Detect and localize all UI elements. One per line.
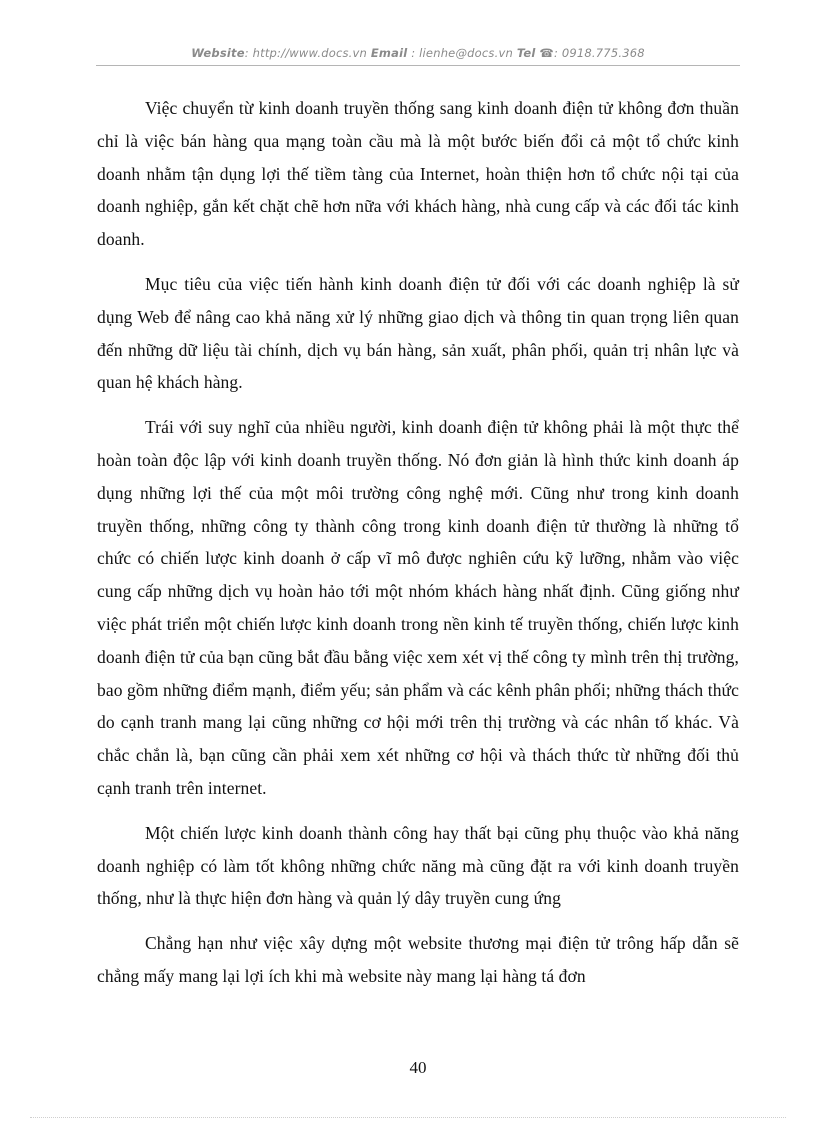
page-number: 40 [409, 1058, 427, 1077]
paragraph-4: Một chiến lược kinh doanh thành công hay thất bại cũng phụ thuộc vào khả năng doanh nghiệp có làm tốt không những chức năng mà cũng đặt ra với kinh doanh truyền thống, như là thực hiện đơn hàng và quản lý dây truyền cung ứng [97, 822, 739, 909]
paragraph-1: Việc chuyển từ kinh doanh truyền thống sang kinh doanh điện tử không đơn thuần chỉ là việc bán hàng qua mạng toàn cầu mà là một bước biến đổi cả một tổ chức kinh doanh nhằm tận dụng lợi thế tiềm tàng của Internet, hoàn thiện hơn tổ chức nội tại của doanh nghiệp, gắn kết chặt chẽ hơn nữa với khách hàng, nhà cung cấp và các đối tác kinh doanh. [97, 98, 739, 250]
paragraph-3: Trái với suy nghĩ của nhiều người, kinh doanh điện tử không phải là một thực thể hoàn toàn độc lập với kinh doanh truyền thống. Nó đơn giản là hình thức kinh doanh áp dụng những lợi thế của một môi trường công nghệ mới. Cũng như trong kinh doanh truyền thống, những công ty thành công trong kinh doanh điện tử thường là những tổ chức có chiến lược kinh doanh ở cấp vĩ mô được nghiên cứu kỹ lưỡng, nhằm vào việc cung cấp những dịch vụ hoàn hảo tới một nhóm khách hàng nhất định. Cũng giống như việc phát triển một chiến lược kinh doanh trong nền kinh tế truyền thống, chiến lược kinh doanh điện tử của bạn cũng bắt đầu bằng việc xem xét vị thế công ty mình trên thị trường, bao gồm những điểm mạnh, điểm yếu; sản phẩm và các kênh phân phối; những thách thức do cạnh tranh mang lại cũng những cơ hội mới trên thị trường và các nhân tố khác. Và chắc chắn là, bạn cũng cần phải xem xét những cơ hội và thách thức từ những đối thủ cạnh tranh trên internet. [97, 417, 739, 798]
website-label: Website [191, 46, 245, 60]
footer-divider [30, 1117, 786, 1118]
header-divider [96, 65, 740, 66]
email-value: : lienhe@docs.vn [407, 46, 517, 60]
tel-value: : 0918.775.368 [553, 46, 645, 60]
tel-label: Tel [516, 46, 536, 60]
email-label: Email [370, 46, 408, 60]
document-body [97, 92, 739, 1005]
paragraph-5: Chẳng hạn như việc xây dựng một website thương mại điện tử trông hấp dẫn sẽ chẳng mấy mang lại lợi ích khi mà website này mang lại hàng tá đơn [97, 933, 739, 986]
phone-icon: ☎ [539, 46, 554, 60]
paragraph-2: Mục tiêu của việc tiến hành kinh doanh điện tử đối với các doanh nghiệp là sử dụng Web để nâng cao khả năng xử lý những giao dịch và thông tin quan trọng liên quan đến những dữ liệu tài chính, dịch vụ bán hàng, sản xuất, phân phối, quản trị nhân lực và quan hệ khách hàng. [97, 273, 739, 393]
page-header [96, 46, 740, 60]
website-value: : http://www.docs.vn [244, 46, 371, 60]
